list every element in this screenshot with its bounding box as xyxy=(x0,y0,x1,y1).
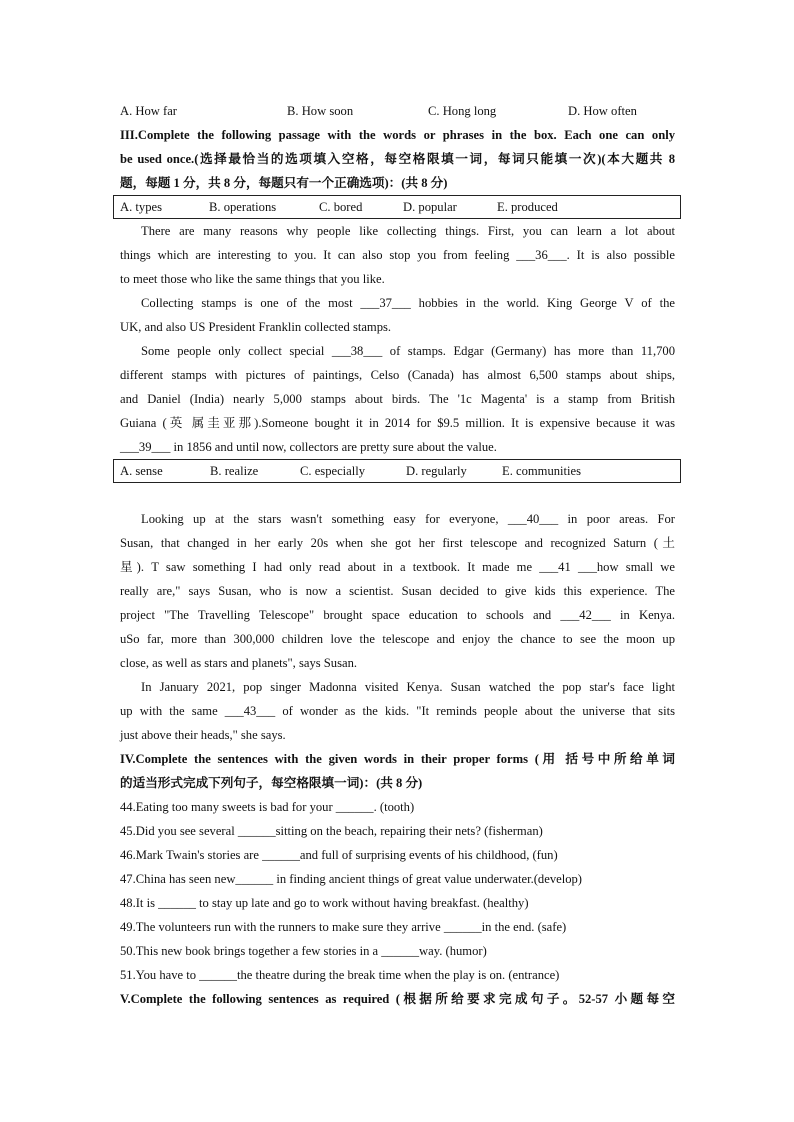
passage1-line: Collecting stamps is one of the most ___37___ hobbies in the world. King George V of the xyxy=(141,296,675,310)
passage1-line: different stamps with pictures of paintings, Celso (Canada) has almost 6,500 stamps about ships, xyxy=(120,368,675,382)
question-50: 50.This new book brings together a few stories in a ______way. (humor) xyxy=(120,944,487,958)
passage1-line: Guiana (英 属圭亚那).Someone bought it in 2014 for $9.5 million. It is expensive because it was xyxy=(120,416,675,430)
box2-option-e: E. communities xyxy=(502,464,582,478)
passage1-line: to meet those who like the same things that you like. xyxy=(120,272,385,286)
passage2-line: just above their heads," she says. xyxy=(120,728,286,742)
box1-option-a: A. types xyxy=(120,200,162,214)
word-box-1 xyxy=(113,195,681,219)
box2-option-b: B. realize xyxy=(210,464,259,478)
q35-options xyxy=(120,99,675,123)
passage2-line: up with the same ___43___ of wonder as the kids. "It reminds people about the universe that sits xyxy=(120,704,675,718)
question-45: 45.Did you see several ______sitting on the beach, repairing their nets? (fisherman) xyxy=(120,824,543,838)
spacer xyxy=(120,483,675,507)
box2-option-a: A. sense xyxy=(120,464,163,478)
option-a: A. How far xyxy=(120,104,178,118)
question-51: 51.You have to ______the theatre during the break time when the play is on. (entrance) xyxy=(120,968,560,982)
passage1-line: Some people only collect special ___38___ of stamps. Edgar (Germany) has more than 11,700 xyxy=(141,344,675,358)
passage1-line: There are many reasons why people like collecting things. First, you can learn a lot about xyxy=(141,224,675,238)
passage2-line: project "The Travelling Telescope" brought space education to schools and ___42___ in Kenya. xyxy=(120,608,675,622)
passage2-line: close, as well as stars and planets", says Susan. xyxy=(120,656,358,670)
box2-option-d: D. regularly xyxy=(406,464,467,478)
section3-heading-line-1: III.Complete the following passage with the words or phrases in the box. Each one can only xyxy=(120,128,675,142)
passage1-line: UK, and also US President Franklin collected stamps. xyxy=(120,320,392,334)
box1-option-d: D. popular xyxy=(403,200,457,214)
box1-option-c: C. bored xyxy=(319,200,363,214)
question-48: 48.It is ______ to stay up late and go to work without having breakfast. (healthy) xyxy=(120,896,529,910)
word-box-2 xyxy=(113,459,681,483)
box1-option-e: E. produced xyxy=(497,200,558,214)
section4-heading-line-1: IV.Complete the sentences with the given words in their proper forms (用 括号中所给单词 xyxy=(120,752,675,766)
question-44: 44.Eating too many sweets is bad for your ______. (tooth) xyxy=(120,800,415,814)
section3-heading-line-2: be used once.(选择最恰当的选项填入空格，每空格限填一词，每词只能填一次)(本大题共 8 xyxy=(120,152,675,166)
passage1-line: and Daniel (India) nearly 5,000 stamps about birds. The '1c Magenta' is a stamp from British xyxy=(120,392,675,406)
section3-heading-line-3: 题，每题 1 分，共 8 分，每题只有一个正确选项)：(共 8 分) xyxy=(120,176,448,190)
box2-option-c: C. especially xyxy=(300,464,366,478)
exam-page xyxy=(120,99,675,1011)
option-c: C. Hong long xyxy=(428,104,497,118)
box1-option-b: B. operations xyxy=(209,200,277,214)
passage1-line: things which are interesting to you. It can also stop you from feeling ___36___. It is also possible xyxy=(120,248,675,262)
option-d: D. How often xyxy=(568,104,637,118)
passage2-line: Looking up at the stars wasn't something easy for everyone, ___40___ in poor areas. For xyxy=(141,512,675,526)
passage2-line: really are," says Susan, who is now a scientist. Susan decided to give kids this experience. The xyxy=(120,584,675,598)
section4-heading-line-2: 的适当形式完成下列句子，每空格限填一词)：(共 8 分) xyxy=(120,776,423,790)
question-46: 46.Mark Twain's stories are ______and full of surprising events of his childhood, (fun) xyxy=(120,848,558,862)
passage2-line: uSo far, more than 300,000 children love the telescope and enjoy the chance to see the moon up xyxy=(120,632,675,646)
question-49: 49.The volunteers run with the runners to make sure they arrive ______in the end. (safe) xyxy=(120,920,567,934)
passage2-line: In January 2021, pop singer Madonna visited Kenya. Susan watched the pop star's face light xyxy=(141,680,675,694)
question-47: 47.China has seen new______ in finding ancient things of great value underwater.(develop) xyxy=(120,872,582,886)
passage2-line: Susan, that changed in her early 20s when she got her first telescope and recognized Saturn (土 xyxy=(120,536,675,550)
section5-heading: V.Complete the following sentences as required (根据所给要求完成句子。52-57 小题每空 xyxy=(120,992,675,1006)
option-b: B. How soon xyxy=(287,104,354,118)
passage2-line: 星). T saw something I had only read about in a textbook. It made me ___41 ___how small we xyxy=(120,560,675,574)
passage1-line: ___39___ in 1856 and until now, collectors are pretty sure about the value. xyxy=(120,440,497,454)
